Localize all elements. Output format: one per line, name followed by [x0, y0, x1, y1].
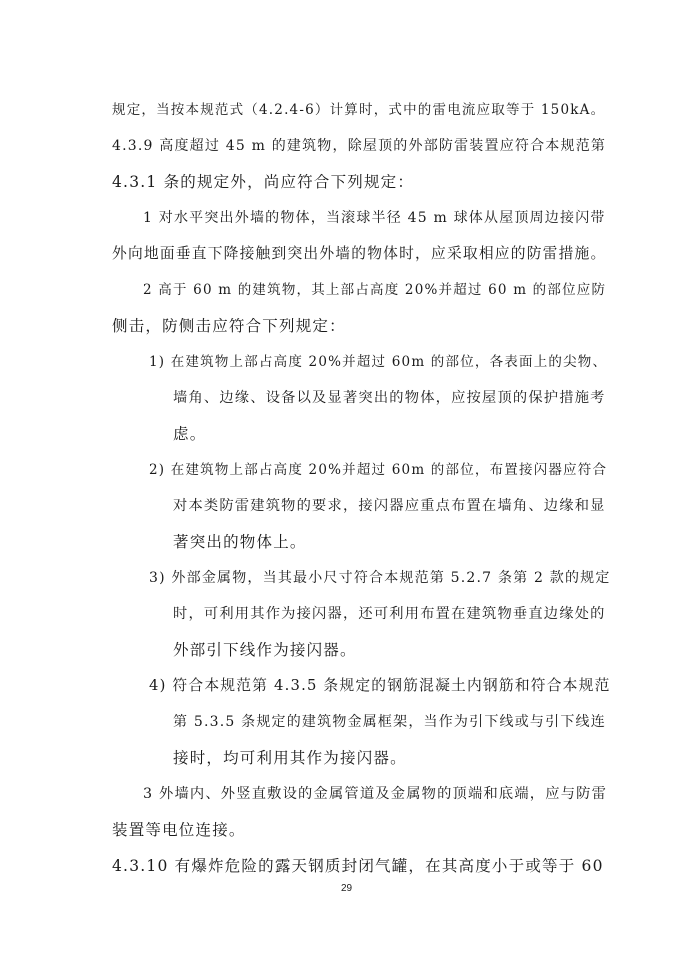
text-line: 2) 在建筑物上部占高度 20%并超过 60m 的部位，布置接闪器应符合 [149, 462, 608, 478]
text-line: 4.3.1 条的规定外，尚应符合下列规定： [112, 173, 415, 191]
page-number: 29 [340, 883, 353, 894]
text-line: 4.3.9 高度超过 45 m 的建筑物，除屋顶的外部防雷装置应符合本规范第 [112, 138, 607, 154]
text-line: 4) 符合本规范第 4.3.5 条规定的钢筋混凝土内钢筋和符合本规范 [149, 677, 611, 694]
text-line: 2 高于 60 m 的建筑物，其上部占高度 20%并超过 60 m 的部位应防 [143, 282, 607, 298]
text-line: 时，可利用其作为接闪器，还可利用布置在建筑物垂直边缘处的 [173, 606, 606, 622]
text-line: 外部引下线作为接闪器。 [173, 641, 357, 659]
text-line: 墙角、边缘、设备以及显著突出的物体，应按屋顶的保护措施考 [173, 390, 606, 406]
text-line: 规定，当按本规范式（4.2.4-6）计算时，式中的雷电流应取等于 150kA。 [112, 102, 606, 118]
text-line: 装置等电位连接。 [112, 821, 246, 839]
text-line: 著突出的物体上。 [173, 533, 307, 551]
text-line: 接时，均可利用其作为接闪器。 [173, 749, 407, 767]
text-line: 1) 在建筑物上部占高度 20%并超过 60m 的部位，各表面上的尖物、 [149, 354, 608, 370]
text-line: 3 外墙内、外竖直敷设的金属管道及金属物的顶端和底端，应与防雷 [143, 786, 608, 802]
text-line: 对本类防雷建筑物的要求，接闪器应重点布置在墙角、边缘和显 [173, 498, 606, 514]
text-line: 1 对水平突出外墙的物体，当滚球半径 45 m 球体从屋顶周边接闪带 [143, 210, 606, 226]
text-line: 4.3.10 有爆炸危险的露天钢质封闭气罐，在其高度小于或等于 60 [112, 857, 604, 875]
text-line: 侧击，防侧击应符合下列规定： [112, 317, 346, 335]
text-line: 虑。 [173, 425, 207, 443]
text-line: 3) 外部金属物，当其最小尺寸符合本规范第 5.2.7 条第 2 款的规定 [149, 570, 611, 586]
text-line: 外向地面垂直下降接触到突出外墙的物体时，应采取相应的防雷措施。 [112, 245, 607, 262]
text-line: 第 5.3.5 条规定的建筑物金属框架，当作为引下线或与引下线连 [173, 714, 606, 730]
